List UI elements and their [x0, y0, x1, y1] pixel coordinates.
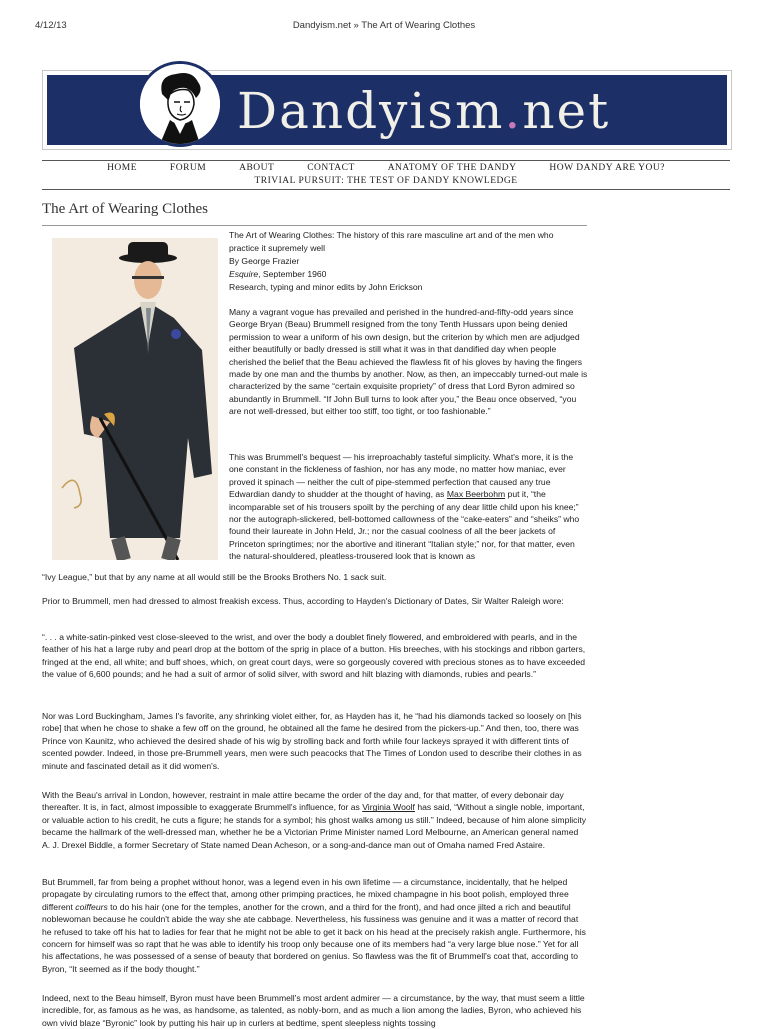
print-page-title: Dandyism.net » The Art of Wearing Clothes — [292, 20, 476, 31]
banner-background — [47, 75, 727, 145]
nav-home[interactable]: HOME — [107, 163, 138, 173]
site-name-tld: net — [522, 82, 611, 140]
paragraph-1: Many a vagrant vogue has prevailed and perished in the hundred-and-fifty-odd years since George Bryan (Beau) Brummell resigned from the tony Tenth Hussars upon being denied permission to wear a uniform of his own design, but the criterion by which men are adjudged either beautifully or badly dressed is still what it was in that dandified day when people cherished the belief that the Beau achieved the flawless fit of his gloves by having the fingers made by one man and the thumbs by another. Now, as then, an impeccably turned-out male is characterized by the same “certain exquisite propriety” of dress that Lord Byron admired so abundantly in Brummell. “If John Bull turns to look after you,” the Beau once observed, “you are not well-dressed, but either too stiff, too tight, or too fashionable.” — [229, 307, 588, 417]
site-banner[interactable] — [42, 70, 732, 150]
intro-line-1: The Art of Wearing Clothes: The history of this rare masculine art and of the men who — [229, 230, 554, 240]
dandy-portrait-icon[interactable] — [137, 61, 223, 147]
paragraph-3: Prior to Brummell, men had dressed to almost freakish excess. Thus, according to Hayden's Dictionary of Dates, Sir Walter Raleigh wore: — [42, 596, 564, 606]
coiffeurs-emphasis: coiffeurs — [75, 901, 108, 912]
title-rule — [42, 225, 587, 226]
main-nav — [42, 162, 730, 188]
paragraph-7 — [42, 876, 588, 975]
paragraph-4: “. . . a white-satin-pinked vest close-sleeved to the wrist, and over the body a doublet finely flowered, and embroidered with pearls, and in the feather of his hat a large ruby and pearl drop at the bottom of the sprig in place of a button. His breeches, with his stockings and ribbon garters, fringed at the end, all white; and buff shoes, which, on great court days, were so gorgeously covered with precious stones as to have exceeded the value of 6,600 pounds; and he had a suit of armor of solid silver, with sword and hilt blazing with diamonds, rubies and pearls.” — [42, 632, 586, 680]
gentleman-illustration-icon — [52, 238, 218, 560]
nav-how-dandy[interactable]: HOW DANDY ARE YOU? — [549, 163, 665, 173]
paragraph-7-text-b: to do his hair (one for the temples, another for the crown, and a third for the front), and had once jilted a rich and beautiful noblewoman because he couldn't abide the way she ate cabbage. Nevertheless, his fussiness was genuine and it was a matter of record that he refused to take off his hat to ladies for fear that he might not be able to get it back on his head at the precisely rakish angle. Furthermore, his concern for himself was so rapt that he was able to identify his troop only because one of its members had “a very large blue nose.” Yet for all his affectations, he was possessed of a sense of beauty that bordered on genius. So flawless was the fit of Brummell's coat that, according to Byron, “It seemed as if the body thought.” — [42, 901, 586, 974]
paragraph-2-text-b: put it, “the incomparable set of his trousers spoilt by the perching of any dear little child upon his knee;” nor the autograph-slickered, bell-bottomed callowness of the “cake-eaters” and “sheiks” who found their laureate in John Held, Jr.; nor the casual coolness of all the beer jackets of Princeton springtimes; nor the abortive and itinerant “Italian style;” nor, for that matter, even the natural-shouldered, pleatless-trousered look that is known as — [229, 489, 580, 562]
source-line — [229, 268, 589, 281]
source-date: , September 1960 — [258, 269, 327, 279]
site-name-main: Dandyism — [237, 82, 505, 140]
paragraph-8: Indeed, next to the Beau himself, Byron must have been Brummell's most ardent admirer — a circumstance, by the way, that must seem a little incredible, for, as famous as he was, as handsome, as talented, as nobly-born, and as much a lion among the ladies, Byron, who achieved his own vivid blaze “Byronic” look by putting his hair up in curlers at bedtime, spent sleepless nights tossing — [42, 993, 585, 1028]
max-beerbohm-link[interactable]: Max Beerbohm — [446, 489, 506, 500]
nav-top-rule — [42, 160, 730, 161]
nav-bottom-rule — [42, 189, 730, 190]
byline: By George Frazier — [229, 256, 300, 266]
article-intro — [229, 229, 589, 294]
paragraph-2 — [229, 451, 589, 563]
nav-forum[interactable]: FORUM — [169, 163, 207, 173]
paragraph-6-text-a: With the Beau's arrival in London, however, restraint in male attire became the order of the day and, for that matter, of every debonair day thereafter. It is, in fact, almost impossible to exaggerate Brummell's influence, for as — [42, 790, 564, 813]
nav-row-1 — [42, 162, 730, 175]
paragraph-5: Nor was Lord Buckingham, James I's favorite, any shrinking violet either, for, as Hayden has it, he “had his diamonds tacked so loosely on [his robe] that when he chose to shake a few off on the ground, he obtained all the fame he desired from the pickers-up.” And then, too, there was Prince von Kaunitz, who achieved the desired shade of his wig by strolling back and forth while four lackeys sprayed it with different tints of scented powder. Indeed, in those pre-Brummell years, men were such peacocks that The Times of London used to describe their clothes in as minute and fascinated detail as it did women's. — [42, 711, 582, 771]
paragraph-6-text-b: has said, “Without a single noble, important, or valuable action to his credit, he cuts a figure; he stands for a symbol; his ghost walks among us still.” Indeed, because of him alone simplicity became the hallmark of the well-dressed man, whether he be a Victorian Prime Minister named Lord Melbourne, an American general named A. J. Drexel Biddle, a former Secretary of State named Dean Acheson, or a song-and-dance man out of Omaha named Fred Astaire. — [42, 802, 587, 850]
source-publication: Esquire — [229, 269, 259, 279]
nav-row-2 — [42, 175, 730, 188]
article-title: The Art of Wearing Clothes — [42, 201, 208, 217]
intro-line-2: practice it supremely well — [229, 243, 325, 253]
site-name-dot: . — [504, 82, 523, 140]
nav-contact[interactable]: CONTACT — [307, 163, 355, 173]
nav-trivial-pursuit[interactable]: TRIVIAL PURSUIT: THE TEST OF DANDY KNOWLEDGE — [254, 176, 518, 186]
paragraph-6 — [42, 789, 588, 851]
virginia-woolf-link[interactable]: Virginia Woolf — [362, 802, 415, 813]
paragraph-2-text-a: This was Brummell's bequest — his irreproachably tasteful simplicity. What's more, it is the one constant in the fickleness of fashion, nor has any mode, no matter how maniac, ever proved it spinach — neither the cult of pipe-stemmed perfection that caused any true Edwardian dandy to shudder at the thought of having, as — [229, 452, 574, 500]
nav-anatomy[interactable]: ANATOMY OF THE DANDY — [387, 163, 517, 173]
site-logo-text[interactable] — [237, 81, 610, 141]
paragraph-2-tail: “Ivy League,” but that by any name at all would still be the Brooks Brothers No. 1 sack suit. — [42, 572, 387, 582]
paragraph-7-text-a: But Brummell, far from being a prophet without honor, was a legend even in his own lifetime — a circumstance, incidentally, that he helped propagate by circulating rumors to the effect that, among other primping practices, he mixed champagne in his boot polish, employed three different — [42, 877, 569, 912]
print-date: 4/12/13 — [35, 20, 67, 31]
credits: Research, typing and minor edits by John Erickson — [229, 282, 423, 292]
nav-about[interactable]: ABOUT — [239, 163, 275, 173]
